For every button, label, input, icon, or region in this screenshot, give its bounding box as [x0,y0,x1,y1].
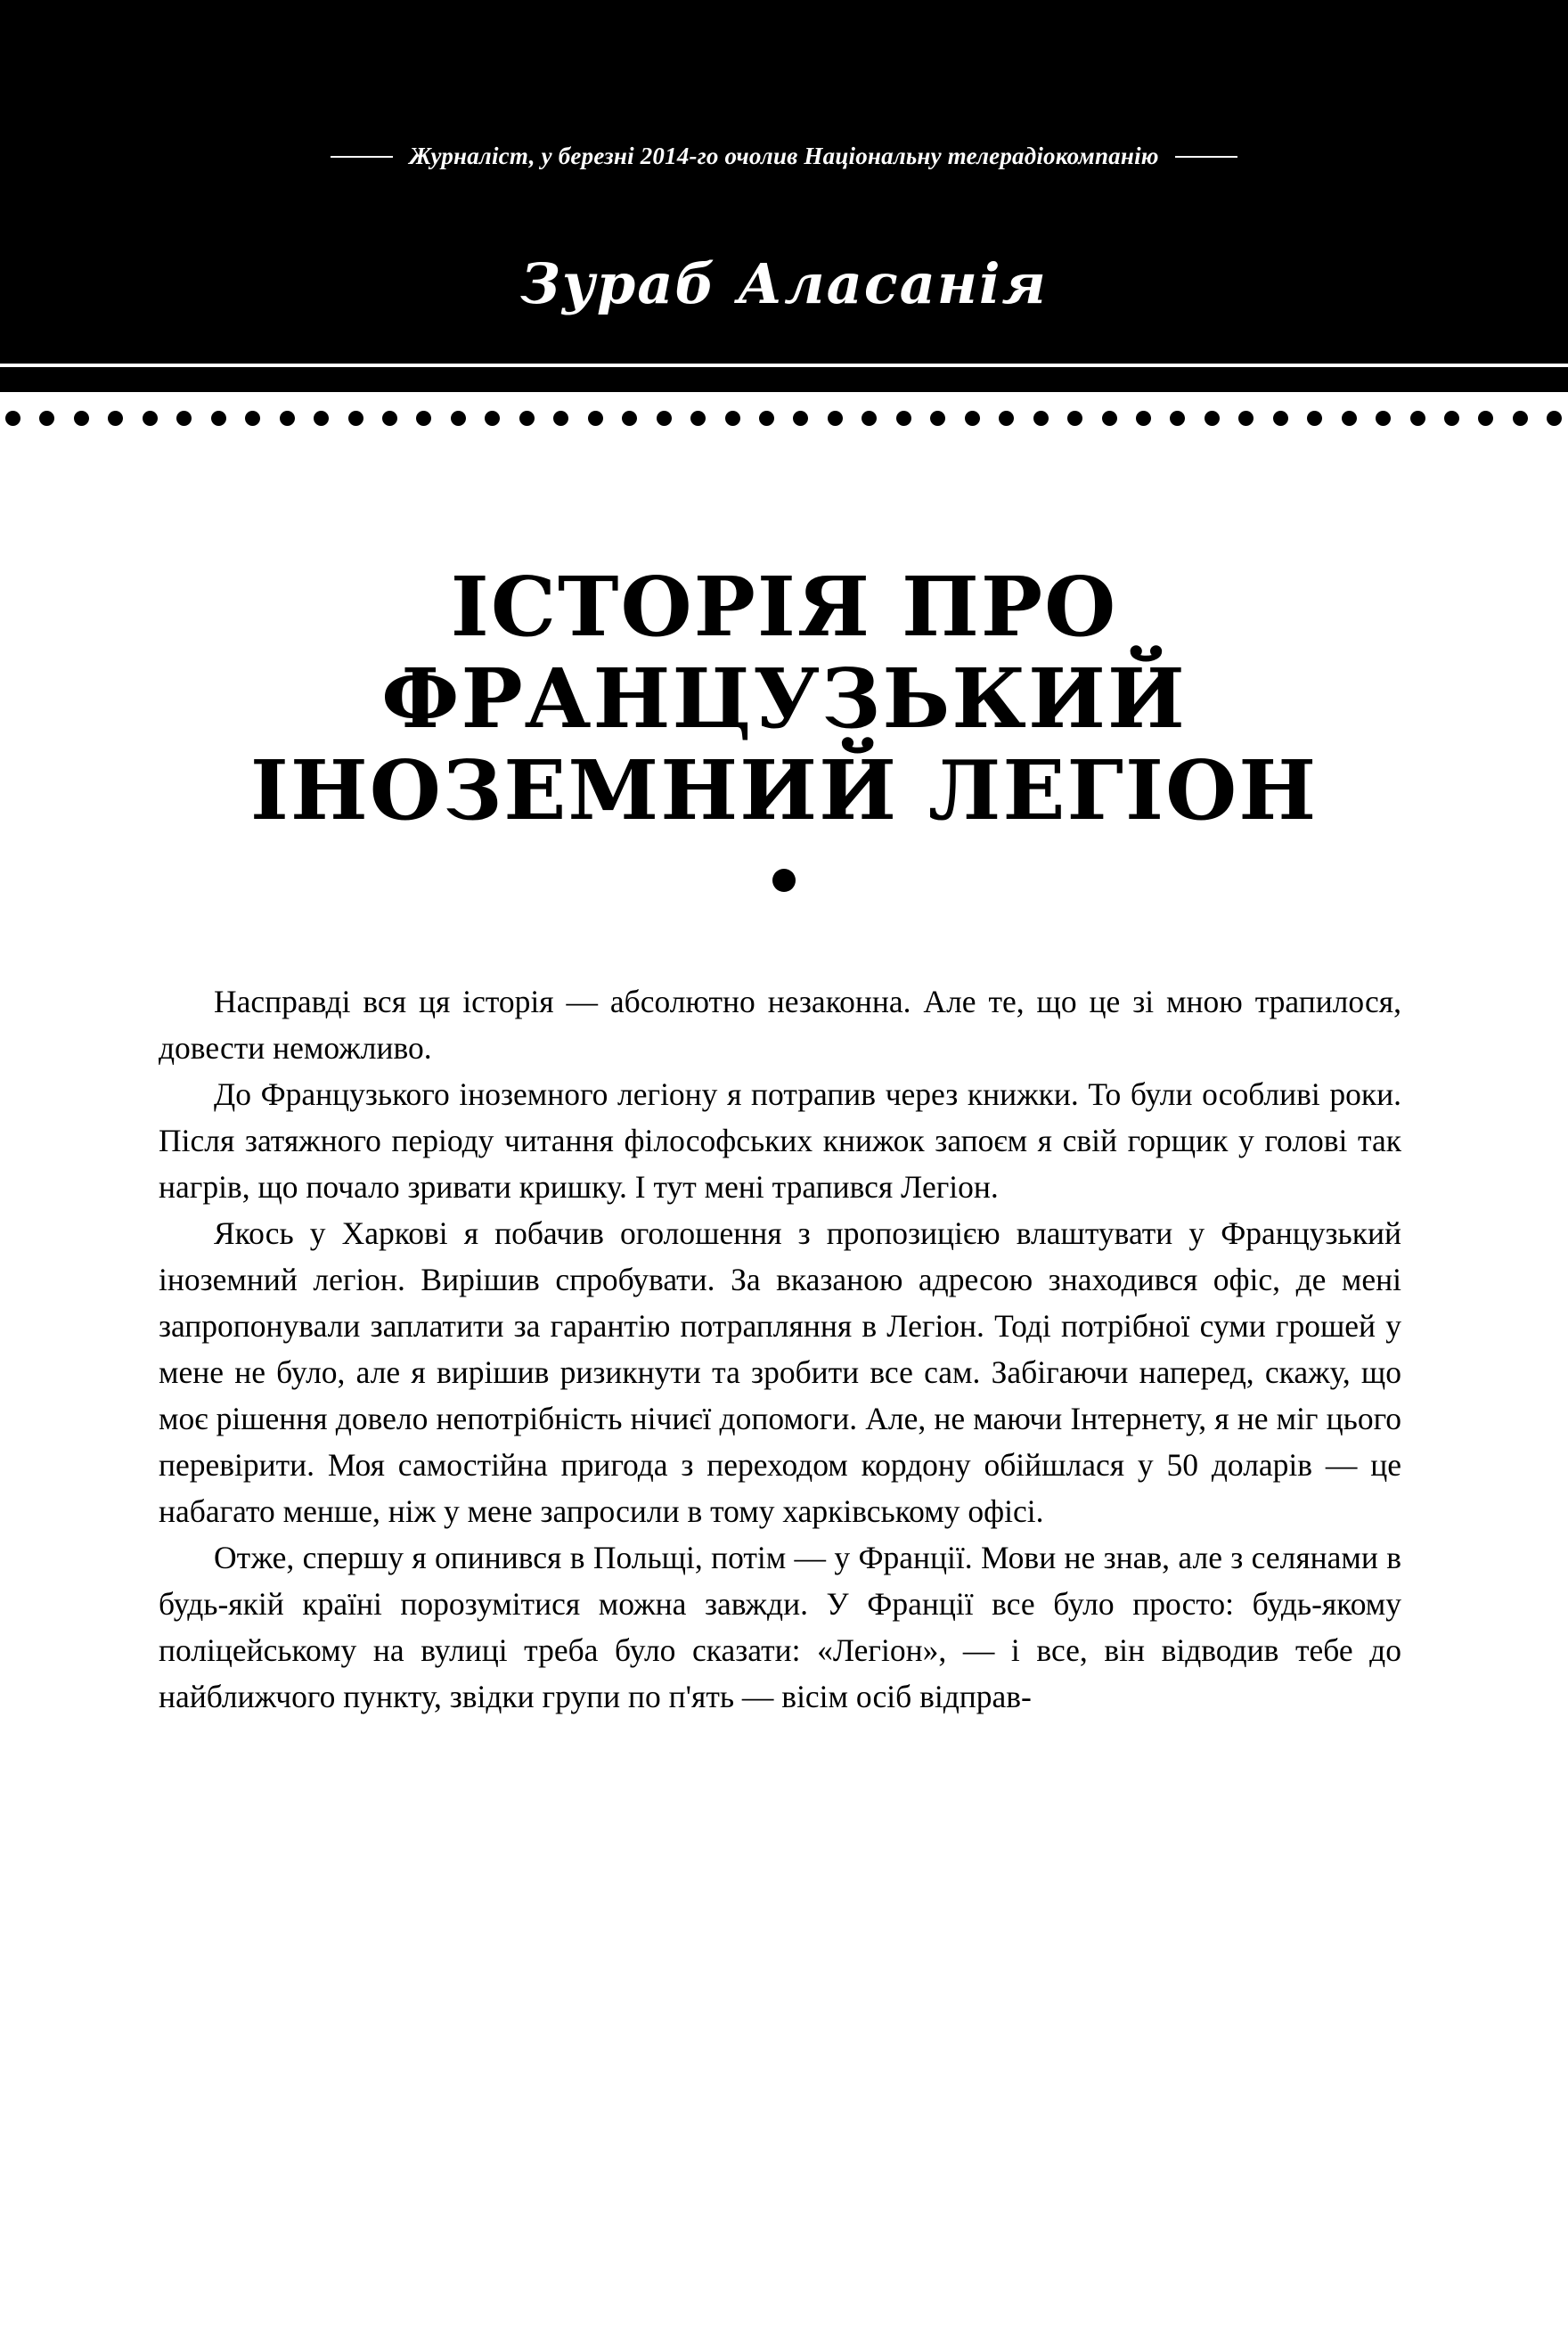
divider-dot [519,411,535,426]
divider-dot [793,411,808,426]
divider-dot [1102,411,1117,426]
divider-dot [862,411,877,426]
divider-dot [896,411,911,426]
header-bottom-rule [0,364,1568,367]
divider-dot [74,411,89,426]
divider-dot [108,411,123,426]
body-paragraph: Отже, спершу я опинився в Польщі, потім — у Франції. Мови не знав, але з селянами в будь-якій країні порозумітися можна завжди. У Франції все було просто: будь-якому поліцейському на вулиці треба було сказати: «Легіон», — і все, він відводив тебе до найближчого пункту, звідки групи по п'ять — вісім осіб відправ- [159,1540,1401,1714]
divider-dot [759,411,774,426]
chapter-title-line-1: ІСТОРІЯ ПРО ФРАНЦУЗЬКИЙ [381,559,1187,748]
body-paragraph: Якось у Харкові я побачив оголошення з пропозицією влаштувати у Французький іноземний легіон. Вирішив спробувати. За вказаною адресою знаходився офіс, де мені запропонували заплатити за гарантію потрапляння в Легіон. Тоді потрібної суми грошей у мене не було, але я вирішив ризикнути та зробити все сам. Забігаючи наперед, скажу, що моє рішення довело непотрібність нічиєї допомоги. Але, не маючи Інтернету, я не міг цього перевірити. Моя самостійна пригода з переходом кордону обійшлася у 50 доларів — це набагато менше, ніж у мене запросили в тому харківському офісі. [159,1215,1401,1529]
divider-dot [39,411,54,426]
dotted-divider [0,403,1568,433]
page-header-block [0,0,1568,392]
divider-dot [1513,411,1528,426]
chapter-ornament-bullet-icon [772,869,796,892]
chapter-body-text [159,978,1401,1720]
divider-dot [280,411,295,426]
divider-dot [690,411,706,426]
divider-dot [657,411,672,426]
divider-dot [1376,411,1391,426]
divider-dot [622,411,637,426]
divider-dot [1170,411,1185,426]
divider-dot [1033,411,1049,426]
divider-dot [1410,411,1425,426]
divider-dot [485,411,500,426]
divider-dot [725,411,740,426]
chapter-title [107,561,1461,837]
divider-dot [5,411,20,426]
divider-dot [1238,411,1254,426]
divider-dot [1136,411,1151,426]
author-kicker-row [0,143,1568,170]
divider-dot [451,411,466,426]
divider-dot [1307,411,1322,426]
divider-dot [348,411,363,426]
divider-dot [1342,411,1357,426]
divider-dot [314,411,329,426]
divider-dot [1273,411,1288,426]
author-kicker-text: Журналіст, у березні 2014-го очолив Національну телерадіокомпанію [409,143,1159,169]
chapter-title-line-2: ІНОЗЕМНИЙ ЛЕГІОН [249,742,1319,839]
divider-dot [828,411,843,426]
divider-dot [930,411,945,426]
divider-dot [553,411,568,426]
divider-dot [176,411,192,426]
kicker-rule-left [331,156,393,158]
divider-dot [245,411,260,426]
divider-dot [999,411,1014,426]
divider-dot [1067,411,1082,426]
divider-dot [965,411,980,426]
divider-dot [382,411,397,426]
divider-dot [1205,411,1220,426]
divider-dot [211,411,226,426]
divider-dot [588,411,603,426]
body-paragraph: До Французького іноземного легіону я потрапив через книжки. То були особливі роки. Після затяжного періоду читання філософських книжок запоєм я свій горщик у голові так нагрів, що почало зривати кришку. І тут мені трапився Легіон. [159,1076,1401,1205]
divider-dot [1478,411,1493,426]
divider-dot [416,411,431,426]
divider-dot [1547,411,1562,426]
kicker-rule-right [1175,156,1237,158]
divider-dot [1444,411,1459,426]
body-paragraph: Насправді вся ця історія — абсолютно незаконна. Але те, що це зі мною трапилося, довести неможливо. [159,984,1401,1066]
divider-dot [143,411,158,426]
author-name: Зураб Аласанія [520,251,1048,316]
